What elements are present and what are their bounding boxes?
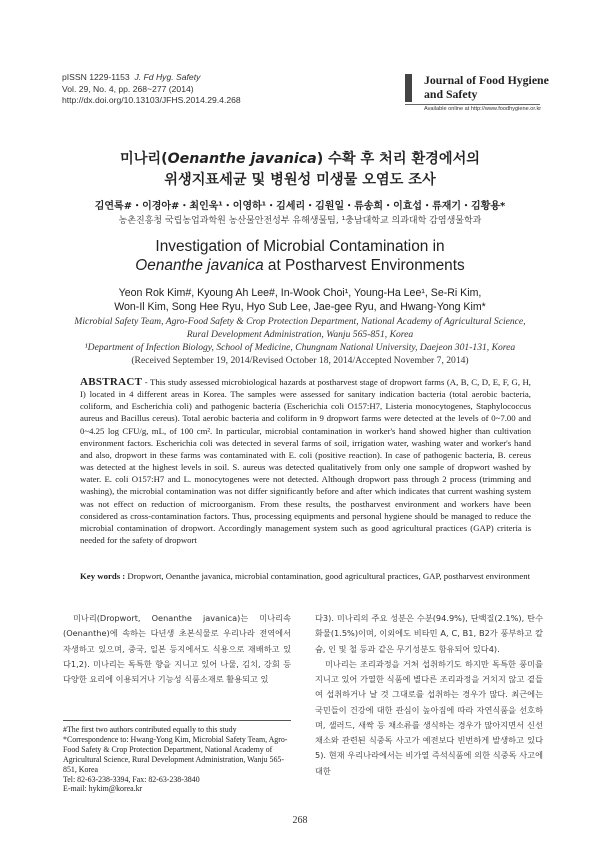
journal-logo-line1: Journal of Food Hygiene (424, 73, 549, 87)
logo-divider (405, 104, 540, 105)
english-title-line1: Investigation of Microbial Contamination in (155, 238, 445, 255)
body-paragraph-2: 미나리는 조리과정을 거쳐 섭취하기도 하지만 독특한 풍미를 지니고 있어 가열한 식품에 별다른 조리과정을 거치지 않고 곁들여 섭취하거나 날 것 그대로를 섭취하는 경우가 많다. 최근에는 국민들이 건강에 대한 관심이 높아짐에 따라 자연식품을 선호하며, 샐러드, 새싹 등 채소류를 생식하는 경우가 많아지면서 신선 채소와 관련된 식중독 사고가 예전보다 빈번하게 발생하고 있다5). 현재 우리나라에서는 비가열 즉석식품에 의한 식중독 사고에 대한 (315, 658, 543, 776)
korean-authors: 김연록#・이경아#・최인욱¹・이영하¹・김세리・김원일・류송희・이효섭・류재기・김황용* (94, 201, 506, 212)
body-column-left (63, 611, 291, 687)
issn-line (62, 72, 241, 84)
footnote-equal-contribution: #The first two authors contributed equally to this study (63, 725, 237, 734)
journal-url[interactable]: Available online at http://www.foodhygiene.or.kr (424, 106, 542, 112)
keywords-label: Key words : (80, 571, 126, 581)
volume-line: Vol. 29, No. 4, pp. 268~277 (2014) (62, 83, 194, 94)
issn: pISSN 1229-1153 (62, 72, 130, 82)
ko-title-pre: 미나리( (119, 151, 168, 167)
korean-title-line1 (0, 149, 600, 169)
english-authors-line1: Yeon Rok Kim#, Kyoung Ah Lee#, In-Wook Choi¹, Young-Ha Lee¹, Se-Ri Kim, (118, 287, 482, 299)
footnote-correspondence: *Correspondence to: Hwang-Yong Kim, Microbial Safety Team, Agro-Food Safety & Crop Protection Department, National Academy of Agricultural Science, Rural Development Administration, Wanju 565-851, Korea (63, 734, 288, 774)
journal-logo-mark (405, 74, 412, 102)
korean-affiliation: 농촌진흥청 국립농업과학원 농산물안전성부 유해생물팀, ¹충남대학교 의과대학 감염생물학과 (118, 216, 482, 226)
abstract-text: - This study assessed microbiological hazards at postharvest stage of dropwort farms (A, B, C, D, E, F, G, H, I) located in 4 different areas in Korea. The samples were assessed for sanitary indication bacteria (total aerobic bacteria, coliform, and Escherichia coli) and pathogenic bacteria (Escherichia coli O157:H7, Listeria monocytogenes, Staphylococcus aureus and Bacillus cereus). Total aerobic bacteria and coliform in 9 dropwort farms were detected at the levels of 0~7.00 and 0~4.25 log CFU/g, mL, of 100 cm². In particular, microbial contamination in worker's hand showed higher than cultivation environment factors. Escherichia coli was detected in several farms of soil, irrigation water, washing water and worker's hand and also, dropwort in these farms was contaminated with E. coli (positive reaction). In case of pathogenic bacteria, B. cereus was detected at the highest levels in soil. S. aureus was detected qualitatively from only one sample of dropwort washed by water. E. coli O157:H7 and L. monocytogenes were not detected. Although dropwort pass through 2 process (trimming and washing), the microbial contamination was not differ significantly before and after which indicates that current washing system was not effect on reduction of microorganism. From these results, the postharvest environment and workers have been considered as cross-contamination factors. Thus, processing equipments and personal hygiene should be managed to reduce the microbial contamination of dropwort. Accordingly management system such as good agricultural practices (GAP) criteria is needed for the safety of dropwort (80, 377, 531, 546)
body-paragraph: 미나리(Dropwort, Oenanthe javanica)는 미나리속(Oenanthe)에 속하는 다년생 초본식물로 우리나라 전역에서 자생하고 있으며, 중국, 일본 등지에서도 식용으로 재배하고 있다1,2). 미나리는 독특한 향을 지니고 있어 나물, 김치, 강회 등 다양한 요리에 이용되거나 기능성 식품소재로 활용되고 있 (63, 613, 291, 684)
en-title-italic: Oenanthe javanica (135, 257, 264, 274)
footnote-email[interactable]: E-mail: hykim@korea.kr (63, 784, 143, 794)
en-title-post: at Postharvest Environments (263, 257, 465, 274)
english-affiliation1-line2: Rural Development Administration, Wanju 565-851, Korea (186, 329, 414, 340)
abstract-label: ABSTRACT (80, 376, 143, 388)
footnote-tel-fax: Tel: 82-63-238-3394, Fax: 82-63-238-3840 (63, 774, 200, 784)
ko-title-italic: Oenanthe javanica (167, 151, 317, 167)
received-dates: (Received September 19, 2014/Revised October 18, 2014/Accepted November 7, 2014) (131, 355, 469, 366)
keywords (80, 570, 531, 582)
english-affiliation2: ¹Department of Infection Biology, School of Medicine, Chungnam National University, Daejeon 301-131, Korea (84, 342, 516, 353)
journal-logo-line2: and Safety (424, 87, 478, 101)
english-affiliation1-line1: Microbial Safety Team, Agro-Food Safety & Crop Protection Department, National Academy of Agricultural Science, (74, 316, 526, 327)
journal-meta (62, 72, 241, 107)
korean-title-line2: 위생지표세균 및 병원성 미생물 오염도 조사 (164, 172, 436, 188)
page-number: 268 (292, 815, 308, 826)
body-paragraph-1: 다3). 미나리의 주요 성분은 수분(94.9%), 단백질(2.1%), 탄수화물(1.5%)이며, 이외에도 비타민 A, C, B1, B2가 풍부하고 칼슘, 인 및 철 등과 같은 무기성분도 함유되어 있다4). (315, 613, 543, 654)
body-column-right (315, 611, 543, 779)
doi-line[interactable]: http://dx.doi.org/10.13103/JFHS.2014.29.4.268 (62, 95, 241, 105)
ko-title-post: ) 수확 후 처리 환경에서의 (316, 151, 480, 167)
footnotes (63, 725, 291, 794)
english-title-line2 (0, 256, 600, 276)
abstract (80, 376, 531, 546)
english-authors-line2: Won-Il Kim, Song Hee Ryu, Hyo Sub Lee, Jae-gee Ryu, and Hwang-Yong Kim* (114, 301, 486, 313)
keywords-text: Dropwort, Oenanthe javanica, microbial contamination, good agricultural practices, GAP, postharvest environment (125, 571, 531, 581)
footnote-divider (63, 720, 291, 721)
journal-abbr: J. Fd Hyg. Safety (134, 72, 201, 82)
